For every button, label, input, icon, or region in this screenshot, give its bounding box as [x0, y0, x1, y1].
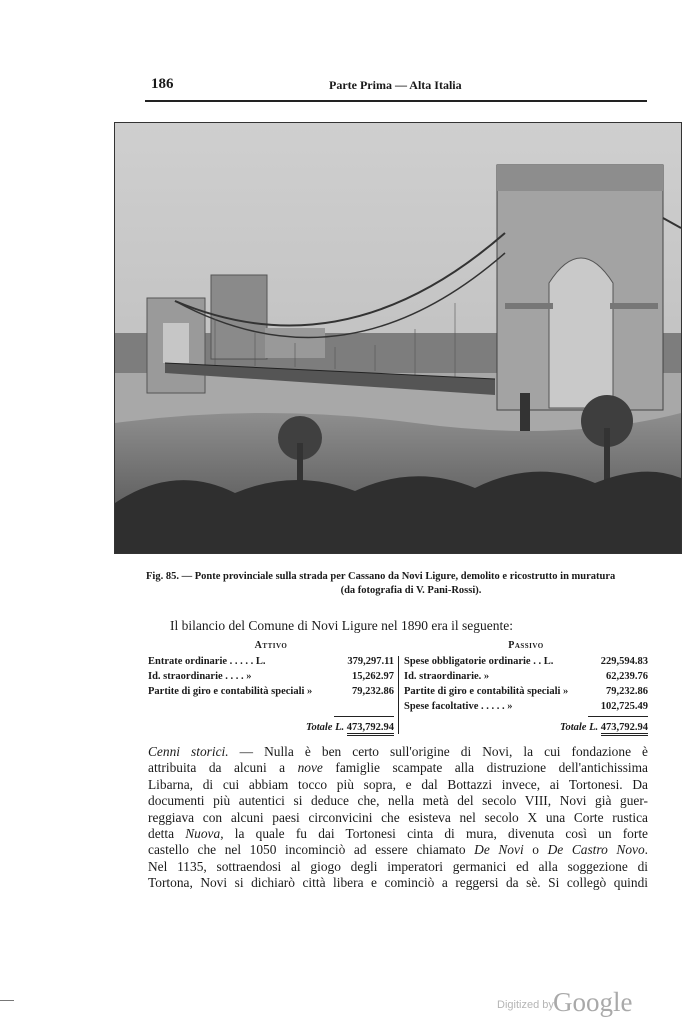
caption-line-1: Fig. 85. — Ponte provinciale sulla strada per Cassano da Novi Ligure, demolito e ricostrutto in muratura: [146, 571, 616, 582]
table-row: [404, 654, 648, 669]
attivo-column: [148, 640, 394, 733]
digitized-by-label: Digitized by: [497, 999, 554, 1011]
column-divider: [398, 656, 399, 734]
row-amount: 15,262.97: [352, 671, 394, 682]
running-title: Parte Prima — Alta Italia: [329, 78, 462, 92]
paragraph-line: castello che nel 1050 incominciò ad essere chiamato De Novi o De Castro Novo.: [148, 842, 649, 858]
header-rule: [145, 100, 647, 102]
row-label: Partite di giro e contabilità speciali »: [404, 686, 569, 697]
total-label: Totale L.: [306, 722, 345, 733]
row-amount: 379,297.11: [347, 656, 394, 667]
passivo-heading: Passivo: [508, 640, 544, 651]
row-amount: 102,725.49: [600, 701, 648, 712]
table-row: [148, 684, 394, 699]
table-row: [148, 669, 394, 684]
google-logo: Google: [553, 987, 633, 1017]
paragraph-line: reggiava con alcuni paesi circonvicini che esisteva nel secolo X una Corte rustica: [148, 809, 648, 825]
total-amount: 473,792.94: [347, 722, 394, 736]
table-row: [404, 669, 648, 684]
table-row: [404, 699, 648, 714]
sum-rule: [334, 716, 394, 717]
sum-rule: [588, 716, 648, 717]
paragraph-line: Libarna, di cui abbiam tocco più sopra, e dal Bottazzi invece, ai Tortonesi. Da: [148, 776, 648, 792]
paragraph-line: attribuita da alcuni a nove famiglie scampate alla distruzione dell'antichissima: [148, 760, 649, 776]
budget-intro: Il bilancio del Comune di Novi Ligure nel 1890 era il seguente:: [170, 618, 514, 633]
attivo-heading: Attivo: [254, 640, 288, 651]
paragraph-line: Tortona, Novi si dichiarò città libera e cominciò a reggersi da sè. Si collegò quindi: [148, 875, 648, 891]
page-number: 186: [151, 76, 174, 92]
row-label: Spese facoltative . . . . . »: [404, 701, 513, 712]
historical-notes-paragraph: [148, 744, 648, 892]
row-label: Id. straordinarie . . . . »: [148, 671, 252, 682]
table-row: [404, 684, 648, 699]
total-label: Totale L.: [560, 722, 599, 733]
paragraph-line: documenti più autentici si deduce che, nella metà del secolo VIII, Novi già guer-: [148, 793, 648, 809]
table-row: [148, 654, 394, 669]
row-amount: 62,239.76: [606, 671, 648, 682]
row-label: Partite di giro e contabilità speciali »: [148, 686, 313, 697]
photo-suspension-bridge-icon: [115, 123, 681, 553]
total-amount: 473,792.94: [601, 722, 648, 736]
paragraph-line: Cenni storici. — Nulla è ben certo sull'origine di Novi, la cui fondazione è: [148, 744, 648, 759]
figure-photo: [114, 122, 682, 554]
digitized-watermark: [497, 987, 637, 1020]
caption-line-2: (da fotografia di V. Pani-Rossi).: [340, 585, 482, 596]
margin-mark: [0, 1000, 14, 1001]
row-amount: 229,594.83: [600, 656, 648, 667]
row-label: Spese obbligatorie ordinarie . . L.: [404, 656, 554, 667]
passivo-total: [560, 720, 648, 735]
row-amount: 79,232.86: [606, 686, 648, 697]
passivo-column: [404, 640, 648, 733]
row-amount: 79,232.86: [352, 686, 394, 697]
row-label: Id. straordinarie. »: [404, 671, 490, 682]
page-header: [145, 74, 647, 100]
figure-caption: [146, 570, 676, 598]
paragraph-line: Nel 1135, sottraendosi al giogo degli imperatori germanici ed alla soggezione di: [148, 858, 648, 874]
attivo-total: [306, 720, 394, 735]
row-label: Entrate ordinarie . . . . . L.: [148, 656, 266, 667]
paragraph-line: detta Nuova, la quale fu dai Tortonesi cinta di mura, divenuta così un forte: [148, 826, 648, 842]
